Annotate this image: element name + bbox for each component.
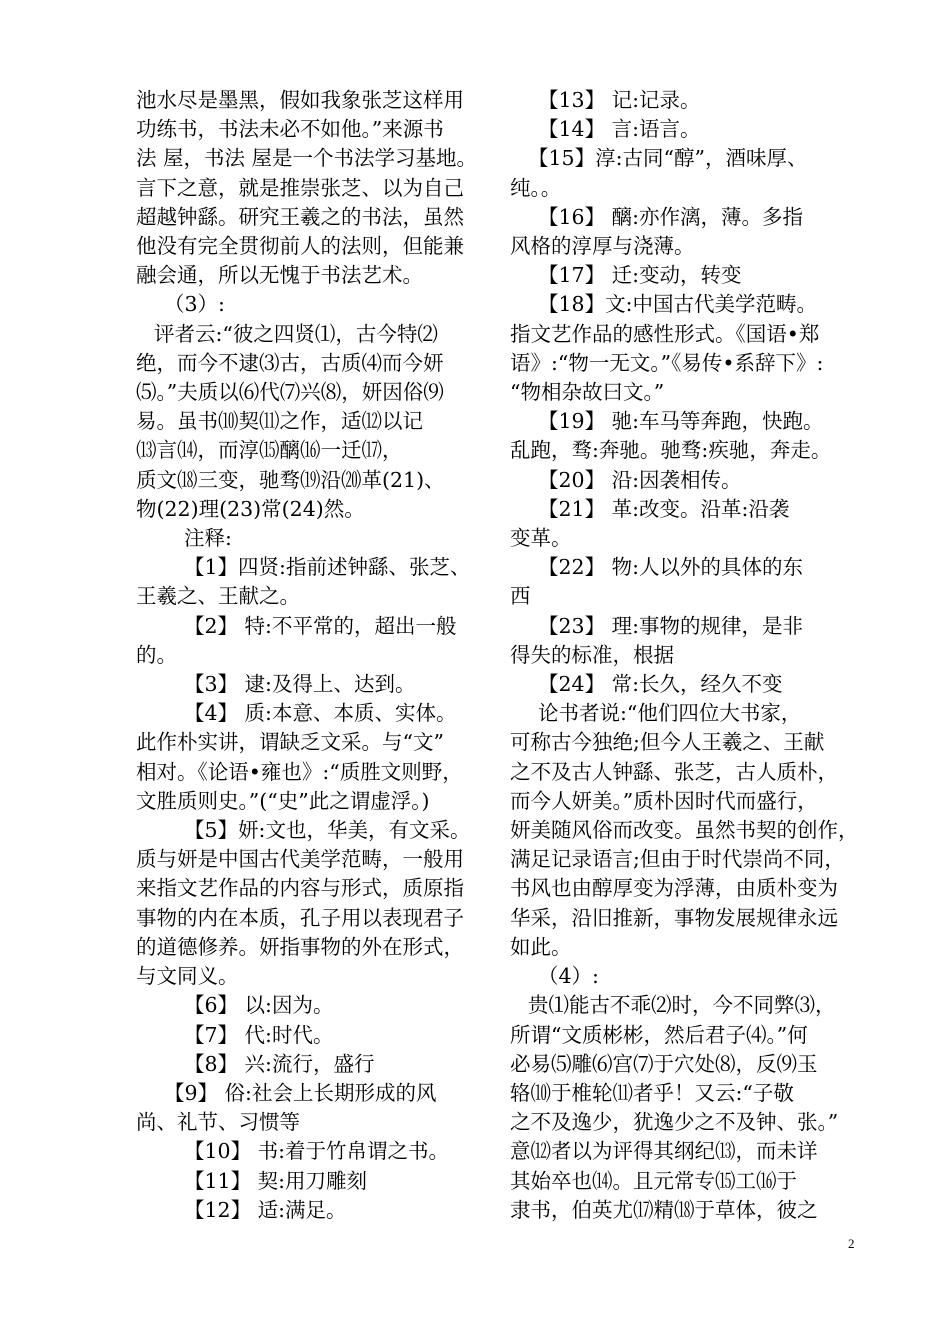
text-line: 的道德修养。妍指事物的外在形式， [136, 934, 464, 959]
text-line: （3）: [164, 292, 225, 317]
text-line: 【14】 言:语言。 [538, 117, 701, 142]
text-line: 文胜质则史。”(“史”此之谓虚浮。) [136, 788, 430, 813]
text-line: ⒀言⒁，而淳⒂醨⒃一迁⒄， [136, 438, 403, 463]
text-line: 变革。 [510, 526, 572, 551]
text-line: “物相杂故曰文。” [510, 380, 665, 405]
text-line: 相对。《论语•雍也》:“质胜文则野， [136, 759, 463, 784]
text-line: 乱跑，骛:奔驰。驰骛:疾驰，奔走。 [510, 438, 832, 463]
text-line: 而今人妍美。”质朴因时代而盛行， [510, 788, 818, 813]
text-line: 物(22)理(23)常(24)然。 [136, 496, 365, 521]
text-line: 所谓“文质彬彬，然后君子⑷。”何 [510, 1022, 808, 1047]
text-line: 【6】 以:因为。 [184, 993, 334, 1018]
text-line: 事物的内在本质，孔子用以表现君子 [136, 905, 464, 930]
text-line: 满足记录语言;但由于时代崇尚不同， [510, 847, 845, 872]
text-line: 【18】文:中国古代美学范畴。 [538, 292, 817, 317]
text-line: 【1】四贤:指前述钟繇、张芝、 [184, 555, 471, 580]
text-line: 评者云:“彼之四贤⑴，古今特⑵ [154, 321, 438, 346]
text-line: 【22】 物:人以外的具体的东 [538, 555, 804, 580]
text-line: 之不及逸少，犹逸少之不及钟、张。” [510, 1110, 839, 1135]
text-line: 易。虽书⑽契⑾之作，适⑿以记 [136, 409, 423, 434]
text-line: 质文⒅三变，驰骛⒆沿⒇革(21)、 [136, 467, 445, 492]
text-line: 【21】 革:改变。沿革:沿袭 [538, 496, 790, 521]
text-line: 如此。 [510, 934, 572, 959]
left-column [136, 86, 498, 1225]
text-line: 功练书，书法未必不如他。”来源书 [136, 117, 444, 142]
text-line: 论书者说:“他们四位大书家， [538, 701, 802, 726]
text-line: 书风也由醇厚变为浮薄，由质朴变为 [510, 876, 838, 901]
text-line: 【13】 记:记录。 [538, 88, 701, 112]
right-column [510, 86, 872, 1225]
text-line: 法 屋，书法 屋是一个书法学习基地。 [136, 146, 478, 171]
text-line: 【8】 兴:流行，盛行 [184, 1051, 375, 1076]
text-line: 西 [510, 584, 531, 609]
text-line: 【15】淳:古同“醇”，酒味厚、 [528, 146, 808, 171]
text-line: 注释: [184, 526, 232, 551]
text-line: 【10】 书:着于竹帛谓之书。 [184, 1139, 450, 1164]
text-line: 之不及古人钟繇、张芝，古人质朴， [510, 759, 838, 784]
text-line: 此作朴实讲，谓缺乏文采。与“文” [136, 730, 444, 755]
text-line: 与文同义。 [136, 964, 239, 989]
text-line: 绝，而今不逮⑶古，古质⑷而今妍 [136, 350, 444, 375]
text-line: 的。 [136, 642, 177, 667]
text-line: 言下之意，就是推崇张芝、以为自己 [136, 175, 464, 200]
text-line: 他没有完全贯彻前人的法则，但能兼 [136, 234, 464, 259]
text-line: 【7】 代:时代。 [184, 1022, 334, 1047]
text-line: 意⑿者以为评得其纲纪⒀，而未详 [510, 1139, 818, 1164]
text-line: 【19】 驰:车马等奔跑，快跑。 [538, 409, 824, 434]
text-line: 风格的淳厚与浇薄。 [510, 234, 695, 259]
text-line: 【11】 契:用刀雕刻 [184, 1168, 368, 1193]
text-line: 【2】 特:不平常的，超出一般 [184, 613, 457, 638]
text-line: 隶书，伯英尤⒄精⒅于草体，彼之 [510, 1197, 818, 1222]
text-line: 尚、礼节、习惯等 [136, 1110, 300, 1135]
text-line: 华采，沿旧推新，事物发展规律永远 [510, 905, 838, 930]
text-line: 指文艺作品的感性形式。《国语•郑 [510, 321, 820, 346]
text-line: （4）: [538, 964, 599, 989]
text-line: 【16】 醨:亦作漓，薄。多指 [538, 204, 804, 229]
text-line: 来指文艺作品的内容与形式，质原指 [136, 876, 464, 901]
text-line: 质与妍是中国古代美学范畴，一般用 [136, 847, 464, 872]
text-line: 池水尽是墨黑，假如我象张芝这样用 [136, 88, 464, 112]
text-line: 【23】 理:事物的规律，是非 [538, 613, 804, 638]
text-line: 【24】 常:长久，经久不变 [538, 672, 783, 697]
text-line: 可称古今独绝;但今人王羲之、王献 [510, 730, 825, 755]
text-line: 语》:“物一无文。”《易传•系辞下》: [510, 350, 824, 375]
text-line: ⑸。”夫质以⑹代⑺兴⑻，妍因俗⑼ [136, 380, 444, 405]
text-line: 王羲之、王献之。 [136, 584, 300, 609]
text-line: 贵⑴能古不乖⑵时，今不同弊⑶， [528, 993, 836, 1018]
text-line: 【17】 迁:变动，转变 [538, 263, 742, 288]
text-line: 必易⑸雕⑹宫⑺于穴处⑻，反⑼玉 [510, 1051, 818, 1076]
text-line: 【9】 俗:社会上长期形成的风 [164, 1080, 437, 1105]
text-line: 【12】 适:满足。 [184, 1197, 347, 1222]
text-line: 其始卒也⒁。且元常专⒂工⒃于 [510, 1168, 797, 1193]
text-line: 得失的标准，根据 [510, 642, 674, 667]
text-line: 【20】 沿:因袭相传。 [538, 467, 742, 492]
text-line: 辂⑽于椎轮⑾者乎！又云:“子敬 [510, 1080, 794, 1105]
text-line: 【5】妍:文也，华美，有文采。 [184, 818, 471, 843]
text-line: 融会通，所以无愧于书法艺术。 [136, 263, 423, 288]
text-line: 【3】 逮:及得上、达到。 [184, 672, 416, 697]
page-number: 2 [848, 1236, 855, 1251]
text-line: 妍美随风俗而改变。虽然书契的创作， [510, 818, 859, 843]
text-line: 超越钟繇。研究王羲之的书法，虽然 [136, 204, 464, 229]
text-line: 纯。。 [510, 175, 562, 200]
text-line: 【4】 质:本意、本质、实体。 [184, 701, 457, 726]
